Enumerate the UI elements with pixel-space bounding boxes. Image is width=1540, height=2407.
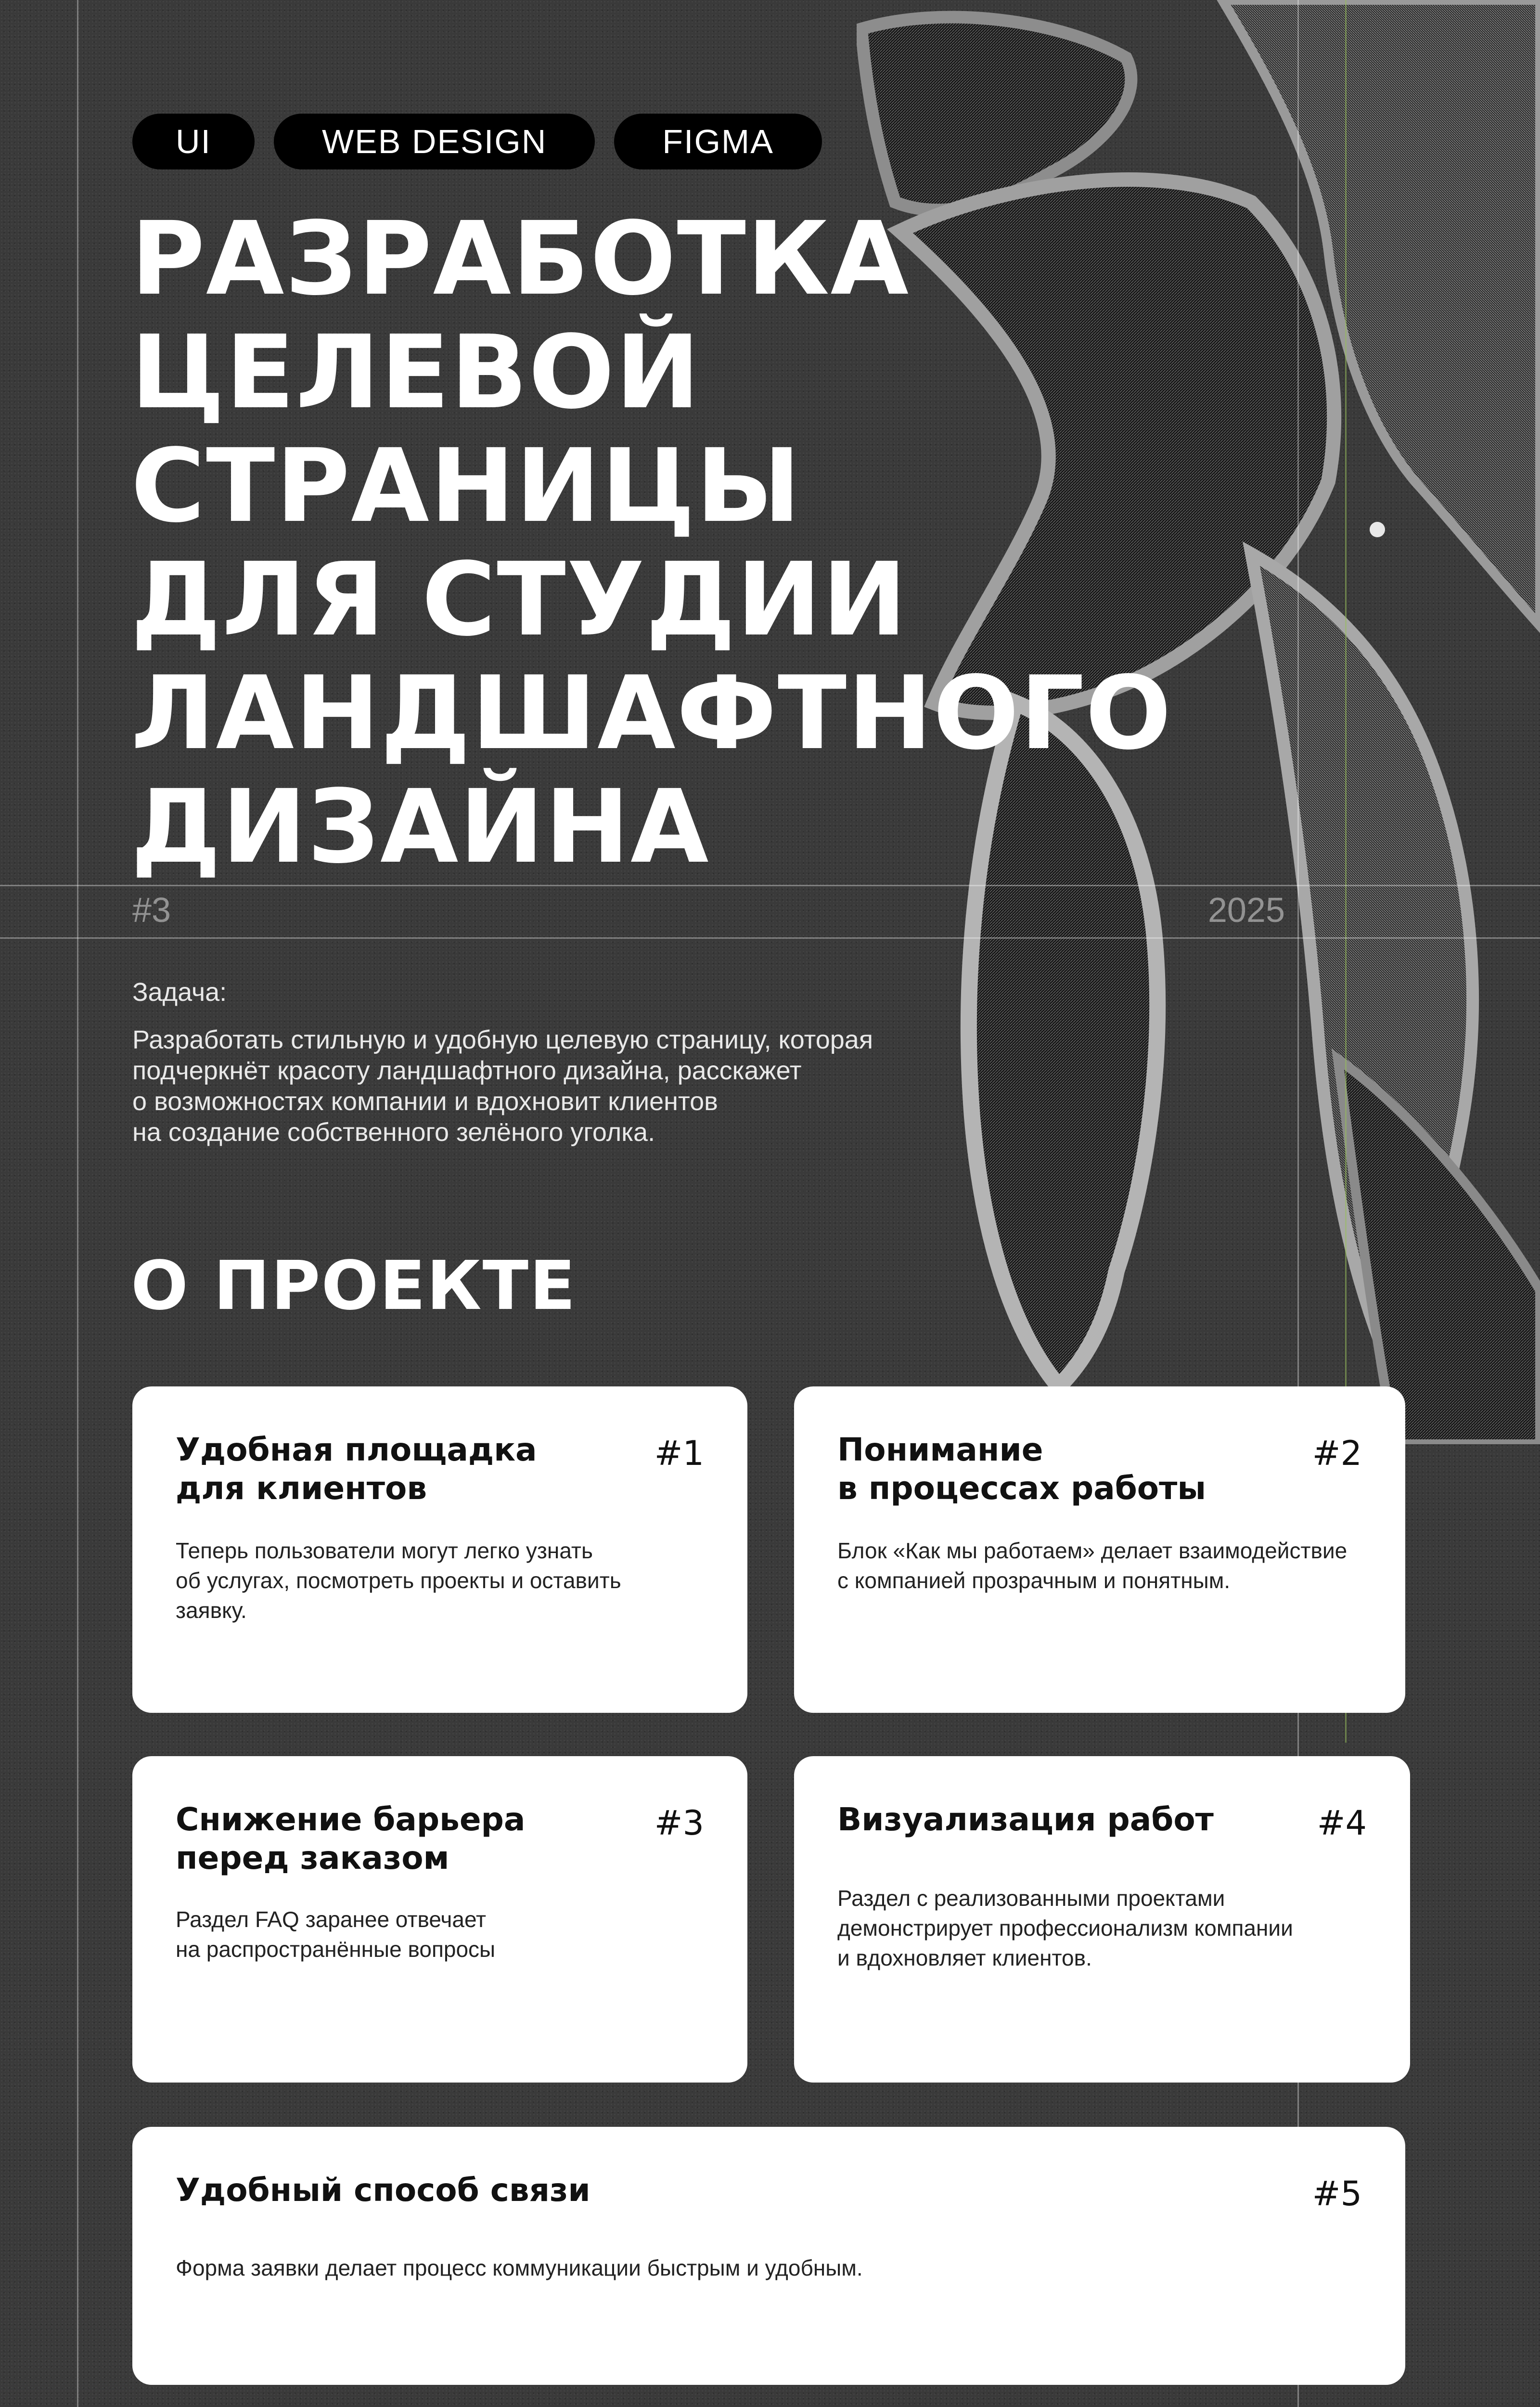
about-card-4 — [794, 1756, 1410, 2083]
card-description: Форма заявки делает процесс коммуникации быстрым и удобным. — [176, 2255, 863, 2280]
tag-ui: UI — [132, 114, 255, 169]
tag-list — [132, 114, 822, 169]
card-title: Визуализация работ — [837, 1801, 1214, 1838]
task-label: Задача: — [132, 978, 227, 1007]
card-description: Раздел FAQ заранее отвечает на распространённые вопросы — [176, 1907, 496, 1962]
project-year: 2025 — [1207, 891, 1285, 930]
tag-figma: FIGMA — [614, 114, 822, 169]
card-number: #5 — [1312, 2174, 1362, 2213]
card-description: Блок «Как мы работаем» делает взаимодействие с компанией прозрачным и понятным. — [837, 1538, 1348, 1593]
page-title: РАЗРАБОТКА ЦЕЛЕВОЙ СТРАНИЦЫ ДЛЯ СТУДИИ ЛАНДШАФТНОГО ДИЗАЙНА — [131, 200, 1172, 886]
task-text: Разработать стильную и удобную целевую страницу, которая подчеркнёт красоту ландшафтного дизайна, расскажет о возможностях компании и вдохновит клиентов на создание собственного зелёного уголка. — [132, 1025, 873, 1147]
card-number: #3 — [654, 1803, 704, 1843]
guide-line-left — [77, 0, 78, 2407]
about-card-2 — [794, 1386, 1405, 1713]
project-number: #3 — [132, 891, 171, 930]
card-description: Теперь пользователи могут легко узнать об услугах, посмотреть проекты и оставить заявку. — [176, 1538, 621, 1623]
about-card-3 — [132, 1756, 747, 2083]
about-card-5 — [132, 2127, 1405, 2385]
card-title: Удобная площадка для клиентов — [176, 1431, 537, 1507]
card-title: Удобный способ связи — [176, 2172, 590, 2209]
guide-line-bottom — [0, 937, 1540, 939]
card-number: #1 — [654, 1434, 704, 1473]
about-card-1 — [132, 1386, 747, 1713]
card-title: Снижение барьера перед заказом — [176, 1801, 526, 1876]
card-title: Понимание в процессах работы — [837, 1431, 1206, 1507]
card-description: Раздел с реализованными проектами демонстрирует профессионализм компании и вдохновляет клиентов. — [837, 1886, 1293, 1970]
tag-web-design: WEB DESIGN — [274, 114, 595, 169]
about-title: О ПРОЕКТЕ — [131, 1247, 577, 1325]
card-number: #4 — [1317, 1803, 1367, 1843]
card-number: #2 — [1312, 1434, 1362, 1473]
